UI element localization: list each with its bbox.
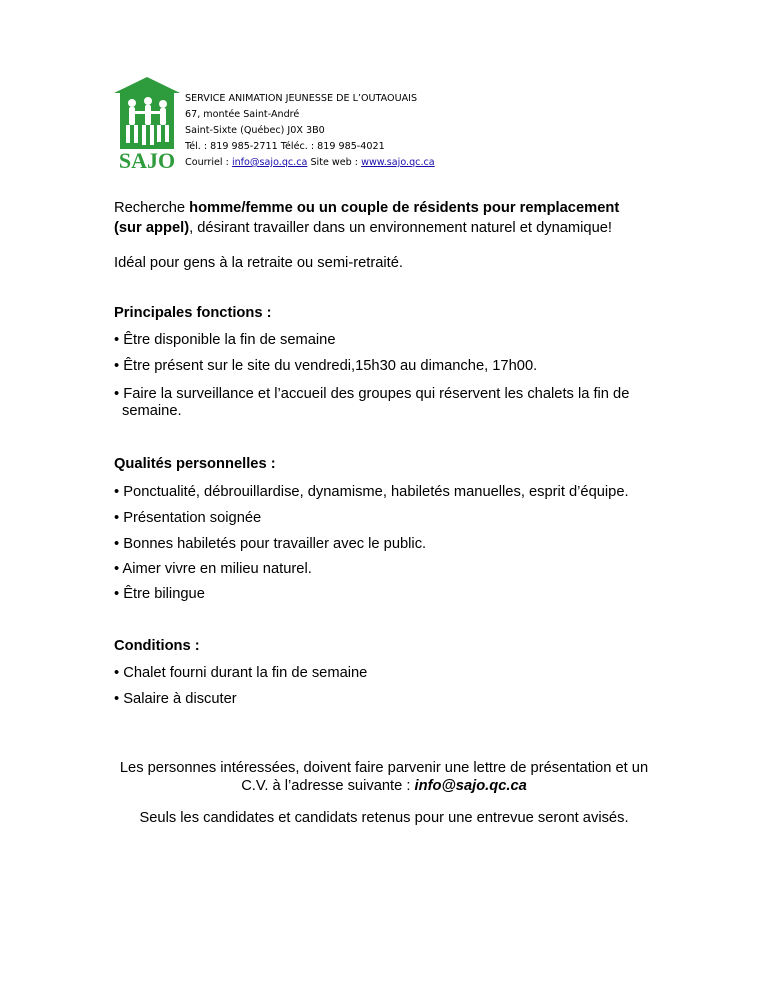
web-label: Site web :	[307, 157, 362, 168]
sajo-logo	[112, 77, 182, 172]
org-header	[185, 91, 435, 171]
closing-line-1: Les personnes intéressées, doivent faire parvenir une lettre de présentation et un	[119, 760, 649, 776]
closing-address-label: C.V. à l’adresse suivante :	[241, 778, 415, 794]
section-title-fonctions: Principales fonctions :	[114, 305, 272, 321]
closing-line-2	[0, 776, 768, 796]
intro-bold-2: (sur appel)	[114, 220, 190, 236]
list-item: • Chalet fourni durant la fin de semaine	[114, 665, 368, 681]
org-city: Saint-Sixte (Québec) J0X 3B0	[185, 125, 325, 136]
intro-line-2	[114, 218, 612, 238]
closing-email: info@sajo.qc.ca	[414, 778, 527, 794]
org-phone: Tél. : 819 985-2711 Téléc. : 819 985-4021	[185, 141, 385, 152]
section-title-qualites: Qualités personnelles :	[114, 456, 276, 472]
list-item: • Être disponible la fin de semaine	[114, 332, 336, 348]
website-link[interactable]: www.sajo.qc.ca	[361, 157, 435, 168]
intro-bold-1: homme/femme ou un couple de résidents pour remplacement	[189, 200, 620, 216]
list-item: • Aimer vivre en milieu naturel.	[114, 561, 312, 577]
closing-line-3: Seuls les candidates et candidats retenus pour une entrevue seront avisés.	[139, 810, 629, 826]
intro-pre: Recherche	[114, 200, 190, 216]
list-item: • Ponctualité, débrouillardise, dynamisme, habiletés manuelles, esprit d’équipe.	[114, 484, 629, 500]
org-name: SERVICE ANIMATION JEUNESSE DE L’OUTAOUAIS	[185, 93, 418, 104]
list-item: • Salaire à discuter	[114, 691, 237, 707]
org-contact-line	[185, 155, 435, 171]
list-item-continuation: semaine.	[122, 403, 182, 419]
intro-rest: , désirant travailler dans un environnement naturel et dynamique!	[189, 220, 613, 236]
section-title-conditions: Conditions :	[114, 638, 200, 654]
list-item: • Bonnes habiletés pour travailler avec le public.	[114, 536, 427, 552]
logo-text: SAJO	[118, 148, 176, 172]
intro-line-3: Idéal pour gens à la retraite ou semi-retraité.	[114, 255, 404, 271]
email-link[interactable]: info@sajo.qc.ca	[231, 157, 308, 168]
intro-line-1	[114, 198, 619, 218]
org-street: 67, montée Saint-André	[185, 109, 300, 120]
list-item: • Faire la surveillance et l’accueil des groupes qui réservent les chalets la fin de	[114, 386, 630, 402]
list-item: • Être présent sur le site du vendredi,15h30 au dimanche, 17h00.	[114, 358, 538, 374]
list-item: • Présentation soignée	[114, 510, 262, 526]
list-item: • Être bilingue	[114, 586, 205, 602]
email-label: Courriel :	[185, 157, 232, 168]
